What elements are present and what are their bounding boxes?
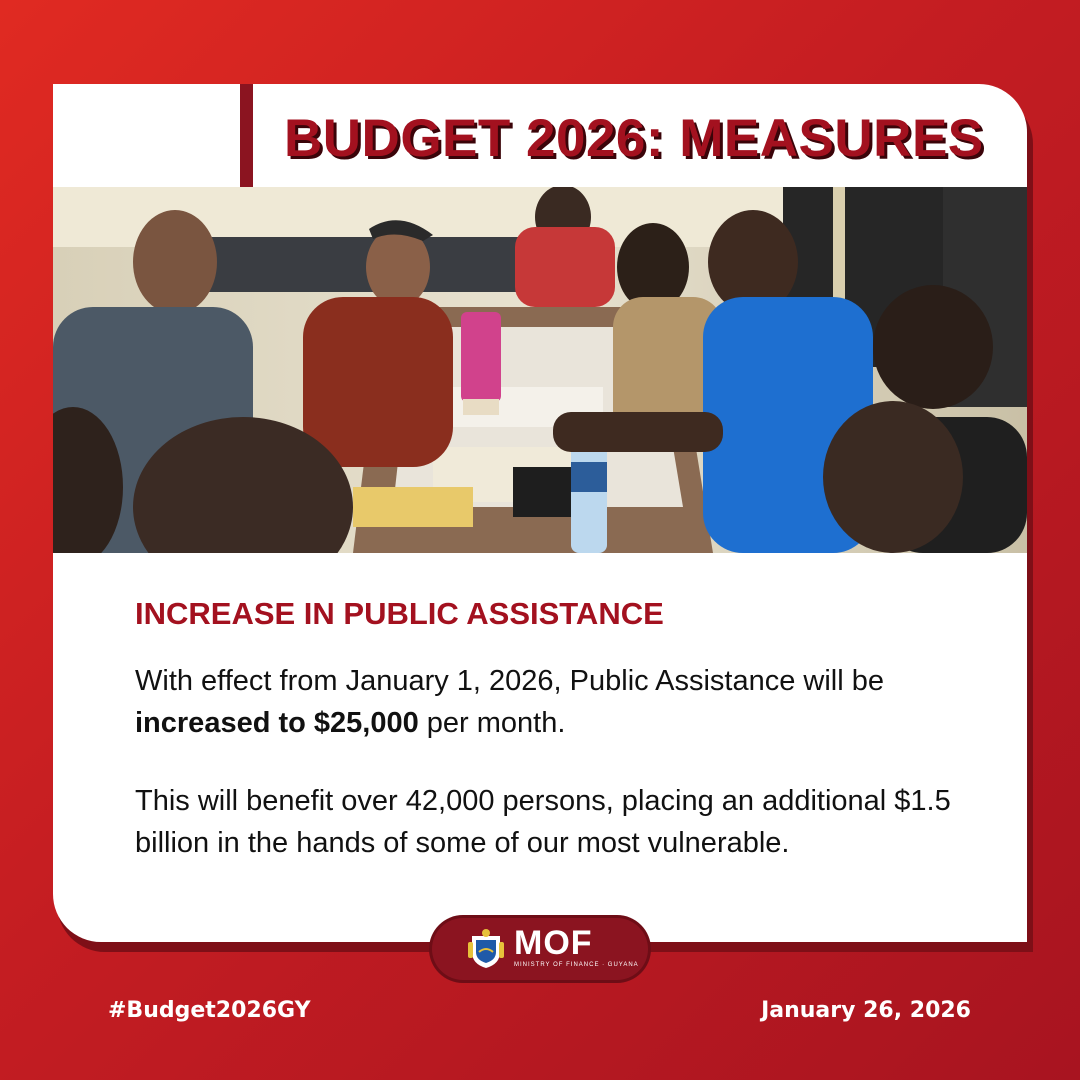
hero-photo: [53, 187, 1027, 553]
coat-of-arms-icon: [466, 928, 506, 975]
title-accent-bar: [240, 84, 253, 187]
mof-logo: [432, 918, 648, 980]
mof-subtitle: MINISTRY OF FINANCE · GUYANA: [514, 962, 639, 968]
section-heading: INCREASE IN PUBLIC ASSISTANCE: [135, 596, 664, 631]
paragraph-effect: [135, 660, 985, 744]
paragraph-effect-bold: increased to $25,000: [135, 707, 419, 739]
paragraph-benefit: This will benefit over 42,000 persons, placing an additional $1.5 billion in the hands of some of our most vulnerable.: [135, 785, 951, 859]
footer-date: January 26, 2026: [761, 998, 971, 1023]
footer-hashtag: #Budget2026GY: [108, 998, 311, 1023]
page-title: BUDGET 2026: MEASURES: [284, 109, 984, 168]
paragraph-effect-prefix: With effect from January 1, 2026, Public Assistance will be: [135, 665, 884, 697]
paragraph-effect-suffix: per month.: [418, 707, 566, 739]
mof-wordmark: MOF: [514, 924, 593, 962]
